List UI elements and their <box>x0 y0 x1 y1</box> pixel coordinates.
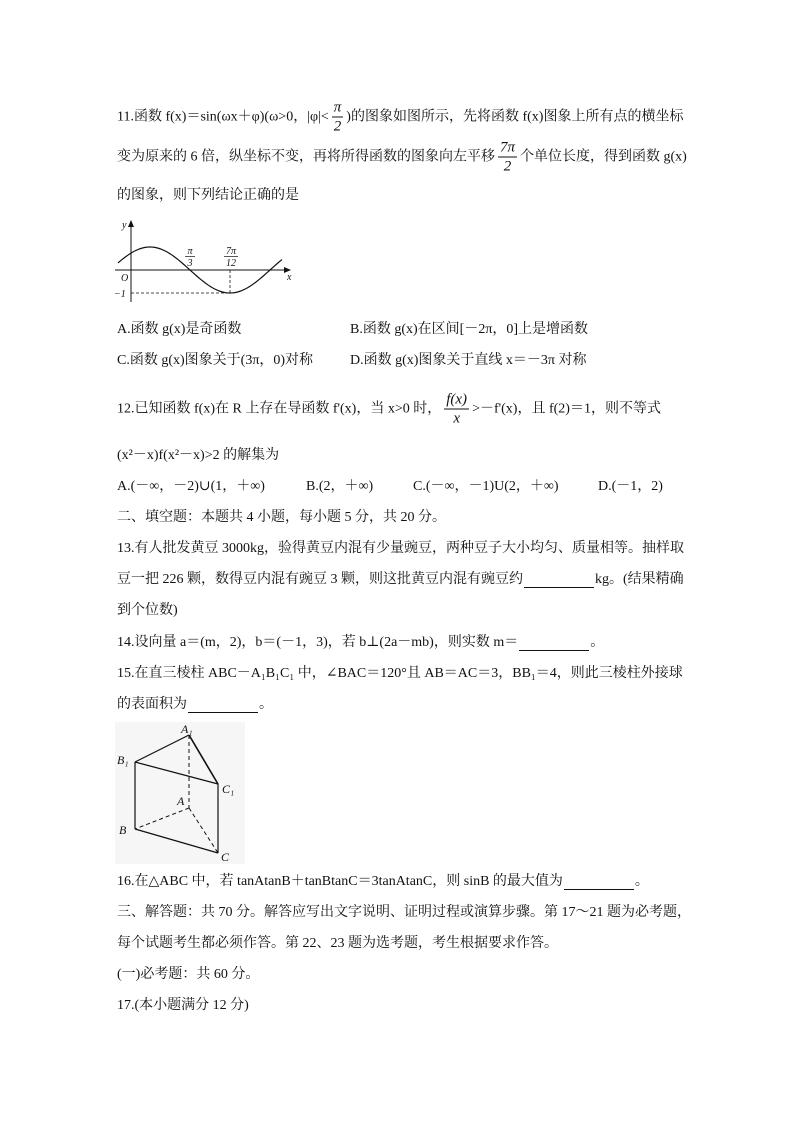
q16-line-1 <box>117 872 649 892</box>
fraction-denominator: 2 <box>503 158 512 175</box>
y-axis-arrow <box>128 220 134 227</box>
answer-blank <box>564 875 634 890</box>
q14-line-1 <box>117 633 604 653</box>
fraction-numerator: π <box>333 99 342 116</box>
section-2-heading <box>117 508 446 528</box>
answer-blank <box>524 573 594 588</box>
prism-figure <box>115 722 245 864</box>
q11-line-3 <box>117 186 299 206</box>
q13-line-2 <box>117 570 684 590</box>
q15-text: 的表面积为 <box>117 697 187 712</box>
section-text: 每个试题考生都必须作答。第 22、23 题为选考题，考生根据要求作答。 <box>117 936 558 951</box>
sine-graph-figure <box>110 214 300 314</box>
tick-label-pi-over-3-den: 3 <box>187 258 193 269</box>
q14-text: 14.设向量 a＝(m，2)，b＝(－1，3)，若 b⊥(2a－mb)，则实数 m＝ <box>117 635 519 650</box>
q13-text: 13.有人批发黄豆 3000kg，验得黄豆内混有少量豌豆，两种豆子大小均匀、质量相等。抽样取 <box>117 541 684 556</box>
vertex-label-c1: C₁ <box>222 782 235 796</box>
vertex-label-a: A <box>177 794 185 808</box>
vertex-label-c: C <box>221 850 230 864</box>
fraction-denominator: x <box>453 410 460 427</box>
q15-line-1 <box>117 664 683 684</box>
fraction-fx-over-x <box>444 391 469 428</box>
neg-one-label: −1 <box>114 289 126 300</box>
q13-line-3 <box>117 601 178 621</box>
q11-text: )的图象如图所示，先将函数 f(x)图象上所有点的横坐标 <box>346 109 684 124</box>
q11-text: 个单位长度，得到函数 g(x) <box>520 149 687 164</box>
q11-option-a: A.函数 g(x)是奇函数 <box>117 322 242 337</box>
q11-option-b: B.函数 g(x)在区间[－2π，0]上是增函数 <box>350 322 589 337</box>
q13-text: 豆一把 226 颗，数得豆内混有豌豆 3 颗，则这批黄豆内混有豌豆约 <box>117 572 523 587</box>
q12-option-c: C.(－∞，－1)U(2，＋∞) <box>413 479 559 494</box>
q13-text: kg。(结果精确 <box>595 572 684 587</box>
tick-label-pi-over-3-num: π <box>187 246 193 257</box>
section-3-line-2 <box>117 934 558 954</box>
section-heading-text: 三、解答题：共 70 分。解答应写出文字说明、证明过程或演算步骤。第 17～21 题为必考题， <box>117 905 691 920</box>
q11-text: 的图象，则下列结论正确的是 <box>117 188 299 203</box>
q11-option-d: D.函数 g(x)图象关于直线 x＝－3π 对称 <box>350 353 587 368</box>
q12-option-a: A.(－∞，－2)∪(1，＋∞) <box>117 479 265 494</box>
q17-line-1 <box>117 996 249 1016</box>
q11-line-1 <box>117 99 683 136</box>
q12-text: >－f'(x)，且 f(2)＝1，则不等式 <box>472 401 661 416</box>
vertex-label-b1: B₁ <box>117 753 129 767</box>
q14-text: 。 <box>590 635 605 650</box>
q11-text: 11.函数 f(x)＝sin(ωx＋φ)(ω>0，|φ|< <box>117 109 329 124</box>
tick-label-7pi-over-12-den: 12 <box>226 258 236 269</box>
fraction-denominator: 2 <box>333 118 342 135</box>
tick-label-7pi-over-12-num: 7π <box>225 246 237 257</box>
q17-text: 17.(本小题满分 12 分) <box>117 998 249 1013</box>
x-axis-label: x <box>287 272 292 283</box>
q12-option-d: D.(－1，2) <box>598 479 663 494</box>
y-axis-label: y <box>122 220 127 231</box>
q15-text: 15.在直三棱柱 ABC－A₁B₁C₁ 中，∠BAC＝120°且 AB＝AC＝3，BB₁＝4，则此三棱柱外接球 <box>117 666 683 681</box>
q12-text: 12.已知函数 f(x)在 R 上存在导函数 f'(x)，当 x>0 时， <box>117 401 442 416</box>
section-heading-text: 二、填空题：本题共 4 小题，每小题 5 分，共 20 分。 <box>117 510 446 525</box>
subsection-heading: (一)必考题：共 60 分。 <box>117 967 260 982</box>
q16-text: 16.在△ABC 中，若 tanAtanB＋tanBtanC＝3tanAtanC，则 sinB 的最大值为 <box>117 874 563 889</box>
fraction-numerator: 7π <box>500 139 516 156</box>
q13-line-1 <box>117 539 684 559</box>
q12-option-b: B.(2，＋∞) <box>306 479 374 494</box>
q15-text: 。 <box>259 697 273 712</box>
fraction-numerator: f(x) <box>446 391 468 408</box>
q11-text: 变为原来的 6 倍，纵坐标不变，再将所得函数的图象向左平移 <box>117 149 495 164</box>
answer-blank <box>519 636 589 651</box>
section-3-line-3 <box>117 965 259 985</box>
q13-text: 到个位数) <box>117 603 178 618</box>
q11-line-2 <box>117 139 687 176</box>
q11-option-c: C.函数 g(x)图象关于(3π，0)对称 <box>117 353 314 368</box>
q16-text: 。 <box>634 874 649 889</box>
fraction-7pi-over-2 <box>498 139 517 176</box>
origin-label: O <box>121 273 129 284</box>
fraction-pi-over-2 <box>332 99 344 136</box>
answer-blank <box>188 698 258 713</box>
vertex-label-a1: A₁ <box>181 722 193 736</box>
q12-line-1 <box>117 391 661 428</box>
q15-line-2 <box>117 695 273 715</box>
vertex-label-b: B <box>119 823 127 837</box>
q12-text: (x²－x)f(x²－x)>2 的解集为 <box>117 448 280 463</box>
section-3-line-1 <box>117 903 691 923</box>
q12-line-2 <box>117 446 279 466</box>
